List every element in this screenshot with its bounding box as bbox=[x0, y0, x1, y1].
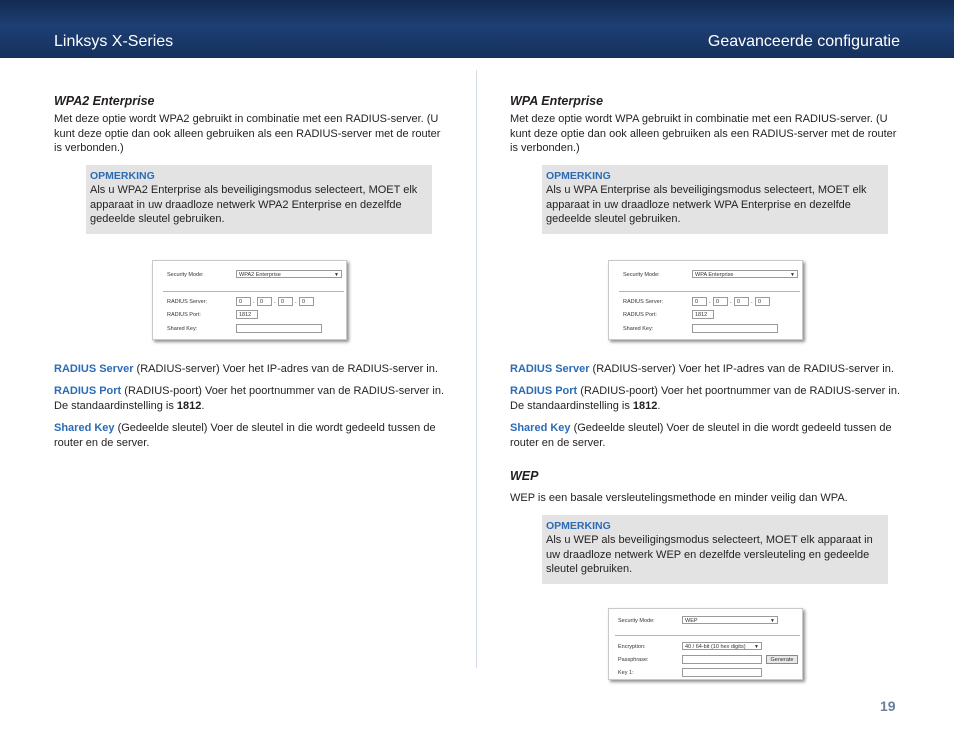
definition-text: (RADIUS-server) Voer het IP-adres van de RADIUS-server in. bbox=[133, 362, 438, 375]
shared-key-input[interactable] bbox=[236, 324, 322, 333]
definition-radius-port bbox=[510, 384, 904, 413]
wep-intro-text: WEP is een basale versleutelingsmethode en minder veilig dan WPA. bbox=[510, 492, 848, 504]
passphrase-label: Passphrase: bbox=[618, 656, 649, 663]
security-mode-label: Security Mode: bbox=[167, 271, 204, 278]
ip-dot: . bbox=[274, 298, 276, 305]
security-mode-select[interactable] bbox=[682, 616, 778, 624]
term-shared-key: Shared Key bbox=[54, 422, 115, 434]
ip-octet-1[interactable]: 0 bbox=[236, 297, 251, 306]
wpa-settings-screenshot bbox=[608, 260, 803, 340]
definition-text: (Gedeelde sleutel) Voer de sleutel in die wordt gedeeld tussen de router en de server. bbox=[510, 422, 892, 449]
wpa-note-box bbox=[542, 165, 888, 234]
note-title: OPMERKING bbox=[546, 519, 611, 532]
wep-settings-screenshot bbox=[608, 608, 803, 680]
security-mode-value: WEP bbox=[685, 617, 698, 624]
term-shared-key: Shared Key bbox=[510, 422, 571, 434]
ip-octet-3[interactable]: 0 bbox=[278, 297, 293, 306]
security-mode-label: Security Mode: bbox=[623, 271, 660, 278]
definition-text: (Gedeelde sleutel) Voer de sleutel in die wordt gedeeld tussen de router en de server. bbox=[54, 422, 436, 449]
ip-octet-2[interactable]: 0 bbox=[713, 297, 728, 306]
ip-dot: . bbox=[730, 298, 732, 305]
definition-shared-key bbox=[54, 421, 448, 450]
note-text: Als u WPA2 Enterprise als beveiligingsmodus selecteert, MOET elk apparaat in uw draadloze netwerk WPA2 Enterprise en dezelfde gedeelde sleutel gebruiken. bbox=[90, 184, 418, 225]
key1-label: Key 1: bbox=[618, 669, 634, 676]
separator-line bbox=[163, 291, 344, 292]
right-column bbox=[510, 94, 904, 680]
definition-text: (RADIUS-poort) Voer het poortnummer van de RADIUS-server in. De standaardinstelling is bbox=[510, 385, 901, 412]
default-port-value: 1812 bbox=[632, 399, 658, 412]
security-mode-select[interactable] bbox=[236, 270, 342, 278]
ip-octet-2[interactable]: 0 bbox=[257, 297, 272, 306]
definition-text: (RADIUS-poort) Voer het poortnummer van de RADIUS-server in. De standaardinstelling is bbox=[54, 385, 445, 412]
section-title-wep: WEP bbox=[510, 469, 539, 483]
shared-key-input[interactable] bbox=[692, 324, 778, 333]
dropdown-arrow-icon: ▼ bbox=[754, 643, 759, 650]
ip-dot: . bbox=[709, 298, 711, 305]
definition-radius-server bbox=[54, 362, 448, 377]
radius-server-label: RADIUS Server: bbox=[167, 298, 208, 305]
note-text: Als u WEP als beveiligingsmodus selecteert, MOET elk apparaat in uw draadloze netwerk WEP en dezelfde versleuteling en gedeelde sleutel gebruiken. bbox=[546, 534, 873, 575]
encryption-label: Encryption: bbox=[618, 643, 646, 650]
header-section-title: Geavanceerde configuratie bbox=[707, 33, 900, 50]
ip-octet-4[interactable]: 0 bbox=[755, 297, 770, 306]
note-title: OPMERKING bbox=[546, 169, 611, 182]
encryption-select[interactable] bbox=[682, 642, 762, 650]
radius-port-input[interactable]: 1812 bbox=[236, 310, 258, 319]
term-radius-server: RADIUS Server bbox=[510, 362, 590, 375]
security-mode-value: WPA2 Enterprise bbox=[239, 271, 281, 278]
encryption-value: 40 / 64-bit (10 hex digits) bbox=[685, 643, 746, 650]
security-mode-select[interactable] bbox=[692, 270, 798, 278]
note-title: OPMERKING bbox=[90, 169, 155, 182]
header-product-name: Linksys X-Series bbox=[54, 33, 174, 50]
ip-dot: . bbox=[253, 298, 255, 305]
term-radius-port: RADIUS Port bbox=[54, 385, 122, 397]
section-title-wpa-enterprise: WPA Enterprise bbox=[510, 94, 604, 108]
left-column bbox=[54, 94, 448, 450]
dropdown-arrow-icon: ▼ bbox=[334, 271, 339, 278]
shared-key-label: Shared Key: bbox=[167, 325, 198, 332]
wpa2-settings-screenshot bbox=[152, 260, 347, 340]
generate-button[interactable]: Generate bbox=[766, 655, 798, 664]
dropdown-arrow-icon: ▼ bbox=[790, 271, 795, 278]
shared-key-label: Shared Key: bbox=[623, 325, 654, 332]
radius-port-input[interactable]: 1812 bbox=[692, 310, 714, 319]
note-text: Als u WPA Enterprise als beveiligingsmodus selecteert, MOET elk apparaat in uw draadloze netwerk WPA Enterprise en dezelfde gedeelde sleutel gebruiken. bbox=[546, 184, 867, 225]
column-divider bbox=[476, 70, 477, 668]
security-mode-value: WPA Enterprise bbox=[695, 271, 734, 278]
definition-radius-server bbox=[510, 362, 904, 377]
separator-line bbox=[615, 635, 800, 636]
wpa-intro-text: Met deze optie wordt WPA gebruikt in combinatie met een RADIUS-server. (U kunt deze optie dan ook alleen gebruiken als een RADIUS-server met de router is verbonden.) bbox=[510, 113, 897, 154]
definition-text: (RADIUS-server) Voer het IP-adres van de RADIUS-server in. bbox=[589, 362, 894, 375]
definition-shared-key bbox=[510, 421, 904, 450]
default-port-value: 1812 bbox=[176, 399, 202, 412]
definition-radius-port bbox=[54, 384, 448, 413]
ip-octet-1[interactable]: 0 bbox=[692, 297, 707, 306]
section-title-wpa2-enterprise: WPA2 Enterprise bbox=[54, 94, 155, 108]
term-radius-port: RADIUS Port bbox=[510, 385, 578, 397]
ip-octet-3[interactable]: 0 bbox=[734, 297, 749, 306]
radius-port-label: RADIUS Port: bbox=[623, 311, 657, 318]
radius-port-label: RADIUS Port: bbox=[167, 311, 201, 318]
ip-dot: . bbox=[295, 298, 297, 305]
radius-server-label: RADIUS Server: bbox=[623, 298, 664, 305]
ip-dot: . bbox=[751, 298, 753, 305]
page-header bbox=[0, 0, 954, 58]
page-number: 19 bbox=[880, 698, 896, 714]
wpa2-note-box bbox=[86, 165, 432, 234]
punctuation: . bbox=[657, 399, 661, 412]
ip-octet-4[interactable]: 0 bbox=[299, 297, 314, 306]
wpa2-intro-text: Met deze optie wordt WPA2 gebruikt in combinatie met een RADIUS-server. (U kunt deze optie dan ook alleen gebruiken als een RADIUS-server met de router is verbonden.) bbox=[54, 113, 441, 154]
key1-input[interactable] bbox=[682, 668, 762, 677]
punctuation: . bbox=[201, 399, 205, 412]
dropdown-arrow-icon: ▼ bbox=[770, 617, 775, 624]
wep-note-box bbox=[542, 515, 888, 584]
passphrase-input[interactable] bbox=[682, 655, 762, 664]
term-radius-server: RADIUS Server bbox=[54, 362, 134, 375]
security-mode-label: Security Mode: bbox=[618, 617, 655, 624]
separator-line bbox=[619, 291, 800, 292]
